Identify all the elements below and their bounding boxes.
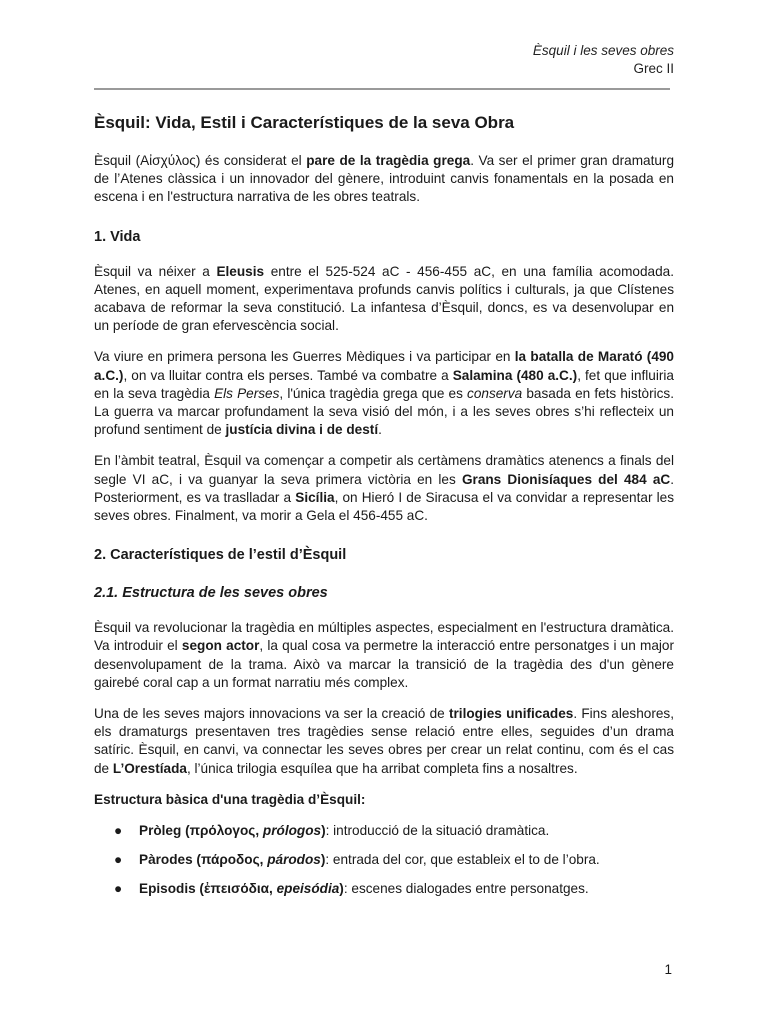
item-term-italic: párodos [267, 852, 321, 868]
estructura-paragraph-1 [94, 619, 674, 692]
item-term: Pròleg (πρόλογος, [139, 823, 263, 839]
paragraph-bold: justícia divina i de destí [225, 422, 379, 438]
item-description: : entrada del cor, que estableix el to de l’obra. [325, 852, 600, 868]
paragraph-bold: Sicília [295, 489, 335, 505]
bullet-icon: ● [114, 881, 123, 897]
item-description: : escenes dialogades entre personatges. [343, 881, 589, 897]
list-item [94, 880, 674, 898]
paragraph-bold: Salamina (480 a.C.) [452, 367, 578, 383]
document-body [94, 112, 674, 909]
paragraph-text: Una de les seves majors innovacions va ser la creació de [94, 706, 449, 722]
item-term-close: ) [321, 823, 326, 839]
page-header [533, 42, 674, 78]
list-item [94, 851, 674, 869]
intro-text: Èsquil (Αἰσχύλος) és considerat el [94, 153, 307, 168]
item-term-close: ) [320, 852, 326, 868]
paragraph-bold: segon actor [181, 638, 260, 654]
structure-list [94, 822, 674, 898]
paragraph-text: , la qual cosa va permetre la interacció entre personatges i un major desenvolupament de la trama. Això va marcar la transició de la tragèdia des d'un gènere gairebé coral cap a un format narratiu més complex. [94, 638, 674, 690]
paragraph-italic: Els Perses [214, 385, 280, 401]
section-heading-vida: 1. Vida [94, 228, 141, 245]
header-divider [94, 88, 670, 90]
subsection-heading-estructura: 2.1. Estructura de les seves obres [94, 585, 328, 602]
intro-paragraph [94, 152, 674, 207]
header-title: Èsquil i les seves obres [532, 43, 674, 58]
paragraph-bold: Eleusis [216, 263, 265, 279]
paragraph-text: Va viure en primera persona les Guerres Mèdiques i va participar en [94, 349, 515, 365]
paragraph-text: . [378, 422, 382, 438]
item-term: Pàrodes (πάροδος, [139, 852, 268, 868]
item-term-italic: prólogos [262, 823, 322, 839]
section-heading-estil: 2. Característiques de l’estil d’Èsquil [94, 547, 347, 564]
paragraph-text: entre el 525-524 aC - 456-455 aC, en una família acomodada. Atenes, en aquell moment, experimentava profunds canvis polítics i culturals, ja que Clístenes acabava de reformar la seva constitució. La infantesa d’Èsquil, doncs, es va desenvolupar en un període de gran efervescència social. [94, 263, 674, 334]
bullet-icon: ● [114, 852, 123, 868]
structure-label: Estructura bàsica d'una tragèdia d’Èsquil: [94, 791, 366, 807]
item-term: Episodis (ἐπεισόδια, [139, 881, 277, 897]
estructura-paragraph-2 [94, 705, 674, 778]
page-number: 1 [664, 962, 672, 977]
item-description: : introducció de la situació dramàtica. [325, 823, 550, 839]
intro-bold: pare de la tragèdia grega [306, 153, 471, 168]
header-subtitle: Grec II [633, 61, 674, 76]
paragraph-text: , on va lluitar contra els perses. També va combatre a [123, 367, 453, 383]
paragraph-bold: la batalla de Marató (490 a.C.) [94, 349, 674, 383]
paragraph-italic: conserva [467, 385, 523, 401]
vida-paragraph-3 [94, 452, 674, 525]
paragraph-text: . Fins aleshores, els dramaturgs presentaven tres tragèdies sense relació entre elles, seguides d’un drama satíric. Èsquil, en canvi, va connectar les seves obres per crear un relat continu, com és el cas de [94, 706, 674, 776]
vida-paragraph-1 [94, 263, 674, 336]
paragraph-text: , on Hieró I de Siracusa el va convidar a representar les seves obres. Finalment, va morir a Gela el 456-455 aC. [94, 489, 674, 524]
paragraph-bold: trilogies unificades [448, 706, 574, 722]
document-title: Èsquil: Vida, Estil i Característiques de la seva Obra [94, 113, 515, 132]
intro-text: . Va ser el primer gran dramaturg de l’Atenes clàssica i un innovador del gènere, introduint canvis fonamentals en la posada en escena i en l'estructura narrativa de les obres teatrals. [94, 153, 675, 205]
paragraph-text: , l'única tragèdia grega que es [279, 385, 468, 401]
paragraph-bold: L’Orestíada [112, 760, 187, 776]
list-item [94, 822, 674, 840]
paragraph-text: En l’àmbit teatral, Èsquil va començar a competir als certàmens dramàtics atenencs a finals del segle VI aC, i va guanyar la seva primera victòria en les [94, 453, 674, 487]
paragraph-text: basada en fets històrics. La guerra va marcar profundament la seva visió del món, i a les seves obres s’hi reflecteix un profund sentiment de [94, 385, 674, 438]
item-term-close: ) [339, 881, 344, 897]
paragraph-text: Èsquil va revolucionar la tragèdia en múltiples aspectes, especialment en l'estructura dramàtica. Va introduir el [94, 620, 674, 654]
paragraph-text: . Posteriorment, es va traslladar a [94, 471, 674, 505]
paragraph-bold: Grans Dionisíaques del 484 aC [461, 471, 671, 487]
paragraph-text: Èsquil va néixer a [94, 263, 217, 279]
item-term-italic: epeisódia [276, 881, 340, 897]
paragraph-text: , fet que influiria en la seva tragèdia [94, 367, 674, 401]
bullet-icon: ● [114, 823, 123, 839]
paragraph-text: , l’única trilogia esquílea que ha arribat completa fins a nosaltres. [186, 760, 578, 776]
vida-paragraph-2 [94, 348, 674, 439]
